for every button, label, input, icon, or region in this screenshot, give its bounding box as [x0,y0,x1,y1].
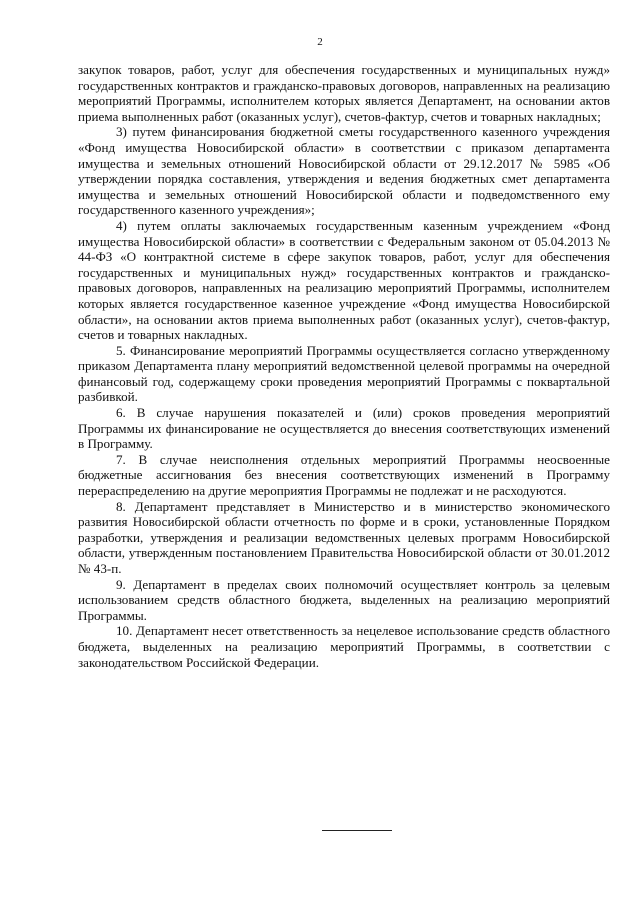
paragraph-continuation: закупок товаров, работ, услуг для обеспечения государственных и муниципальных нужд» государственных контрактов и гражданско-правовых договоров, направленных на реализацию мероприятий Программы, исполнителем которых является Департамент, на основании актов приема выполненных работ (оказанных услуг), счетов-фактур, счетов и товарных накладных; [78,62,610,124]
paragraph-8: 8. Департамент представляет в Министерство и в министерство экономического развития Новосибирской области отчетность по форме и в сроки, установленные Порядком разработки, утверждения и реализации ведомственных целевых программ Новосибирской области, утвержденным постановлением Правительства Новосибирской области от 30.01.2012 № 43-п. [78,498,610,576]
paragraph-7: 7. В случае неисполнения отдельных мероприятий Программы неосвоенные бюджетные ассигнования без внесения соответствующих изменений в Программу перераспределению на другие мероприятия Программы не подлежат и не расходуются. [78,451,610,499]
paragraph-10: 10. Департамент несет ответственность за нецелевое использование средств областного бюджета, выделенных на реализацию мероприятий Программы, в соответствии с законодательством Российской Федерации. [78,623,610,670]
page-number: 2 [317,36,323,48]
paragraph-5: 5. Финансирование мероприятий Программы осуществляется согласно утвержденному приказом Департамента плану мероприятий ведомственной целевой программы на очередной финансовый год, содержащему сроки проведения мероприятий Программы с поквартальной разбивкой. [78,342,610,405]
paragraph-item-3: 3) путем финансирования бюджетной сметы государственного казенного учреждения «Фонд имущества Новосибирской области» в соответствии с приказом департамента имущества и земельных отношений Новосибирской области от 29.12.2017 № 5985 «Об утверждении порядка составления, утверждения и ведения бюджетных смет департамента имущества и земельных отношений Новосибирской области и подведомственного ему государственного казенного учреждения»; [78,124,610,218]
paragraph-6: 6. В случае нарушения показателей и (или) сроков проведения мероприятий Программы их финансирование не осуществляется до внесения соответствующих изменений в Программу. [78,405,610,452]
end-separator-line [322,830,392,831]
document-body [78,62,610,670]
paragraph-item-4: 4) путем оплаты заключаемых государственным казенным учреждением «Фонд имущества Новосибирской области» в соответствии с Федеральным законом от 05.04.2013 № 44-ФЗ «О контрактной системе в сфере закупок товаров, работ, услуг для обеспечения государственных и муниципальных нужд» государственных контрактов и гражданско-правовых договоров, направленных на реализацию мероприятий Программы, исполнителем которых является государственное казенное учреждение «Фонд имущества Новосибирской области», на основании актов приема выполненных работ (оказанных услуг), счетов-фактур, счетов и товарных накладных. [78,217,610,343]
paragraph-9: 9. Департамент в пределах своих полномочий осуществляет контроль за целевым использованием средств областного бюджета, выделенных на реализацию мероприятий Программы. [78,576,610,623]
